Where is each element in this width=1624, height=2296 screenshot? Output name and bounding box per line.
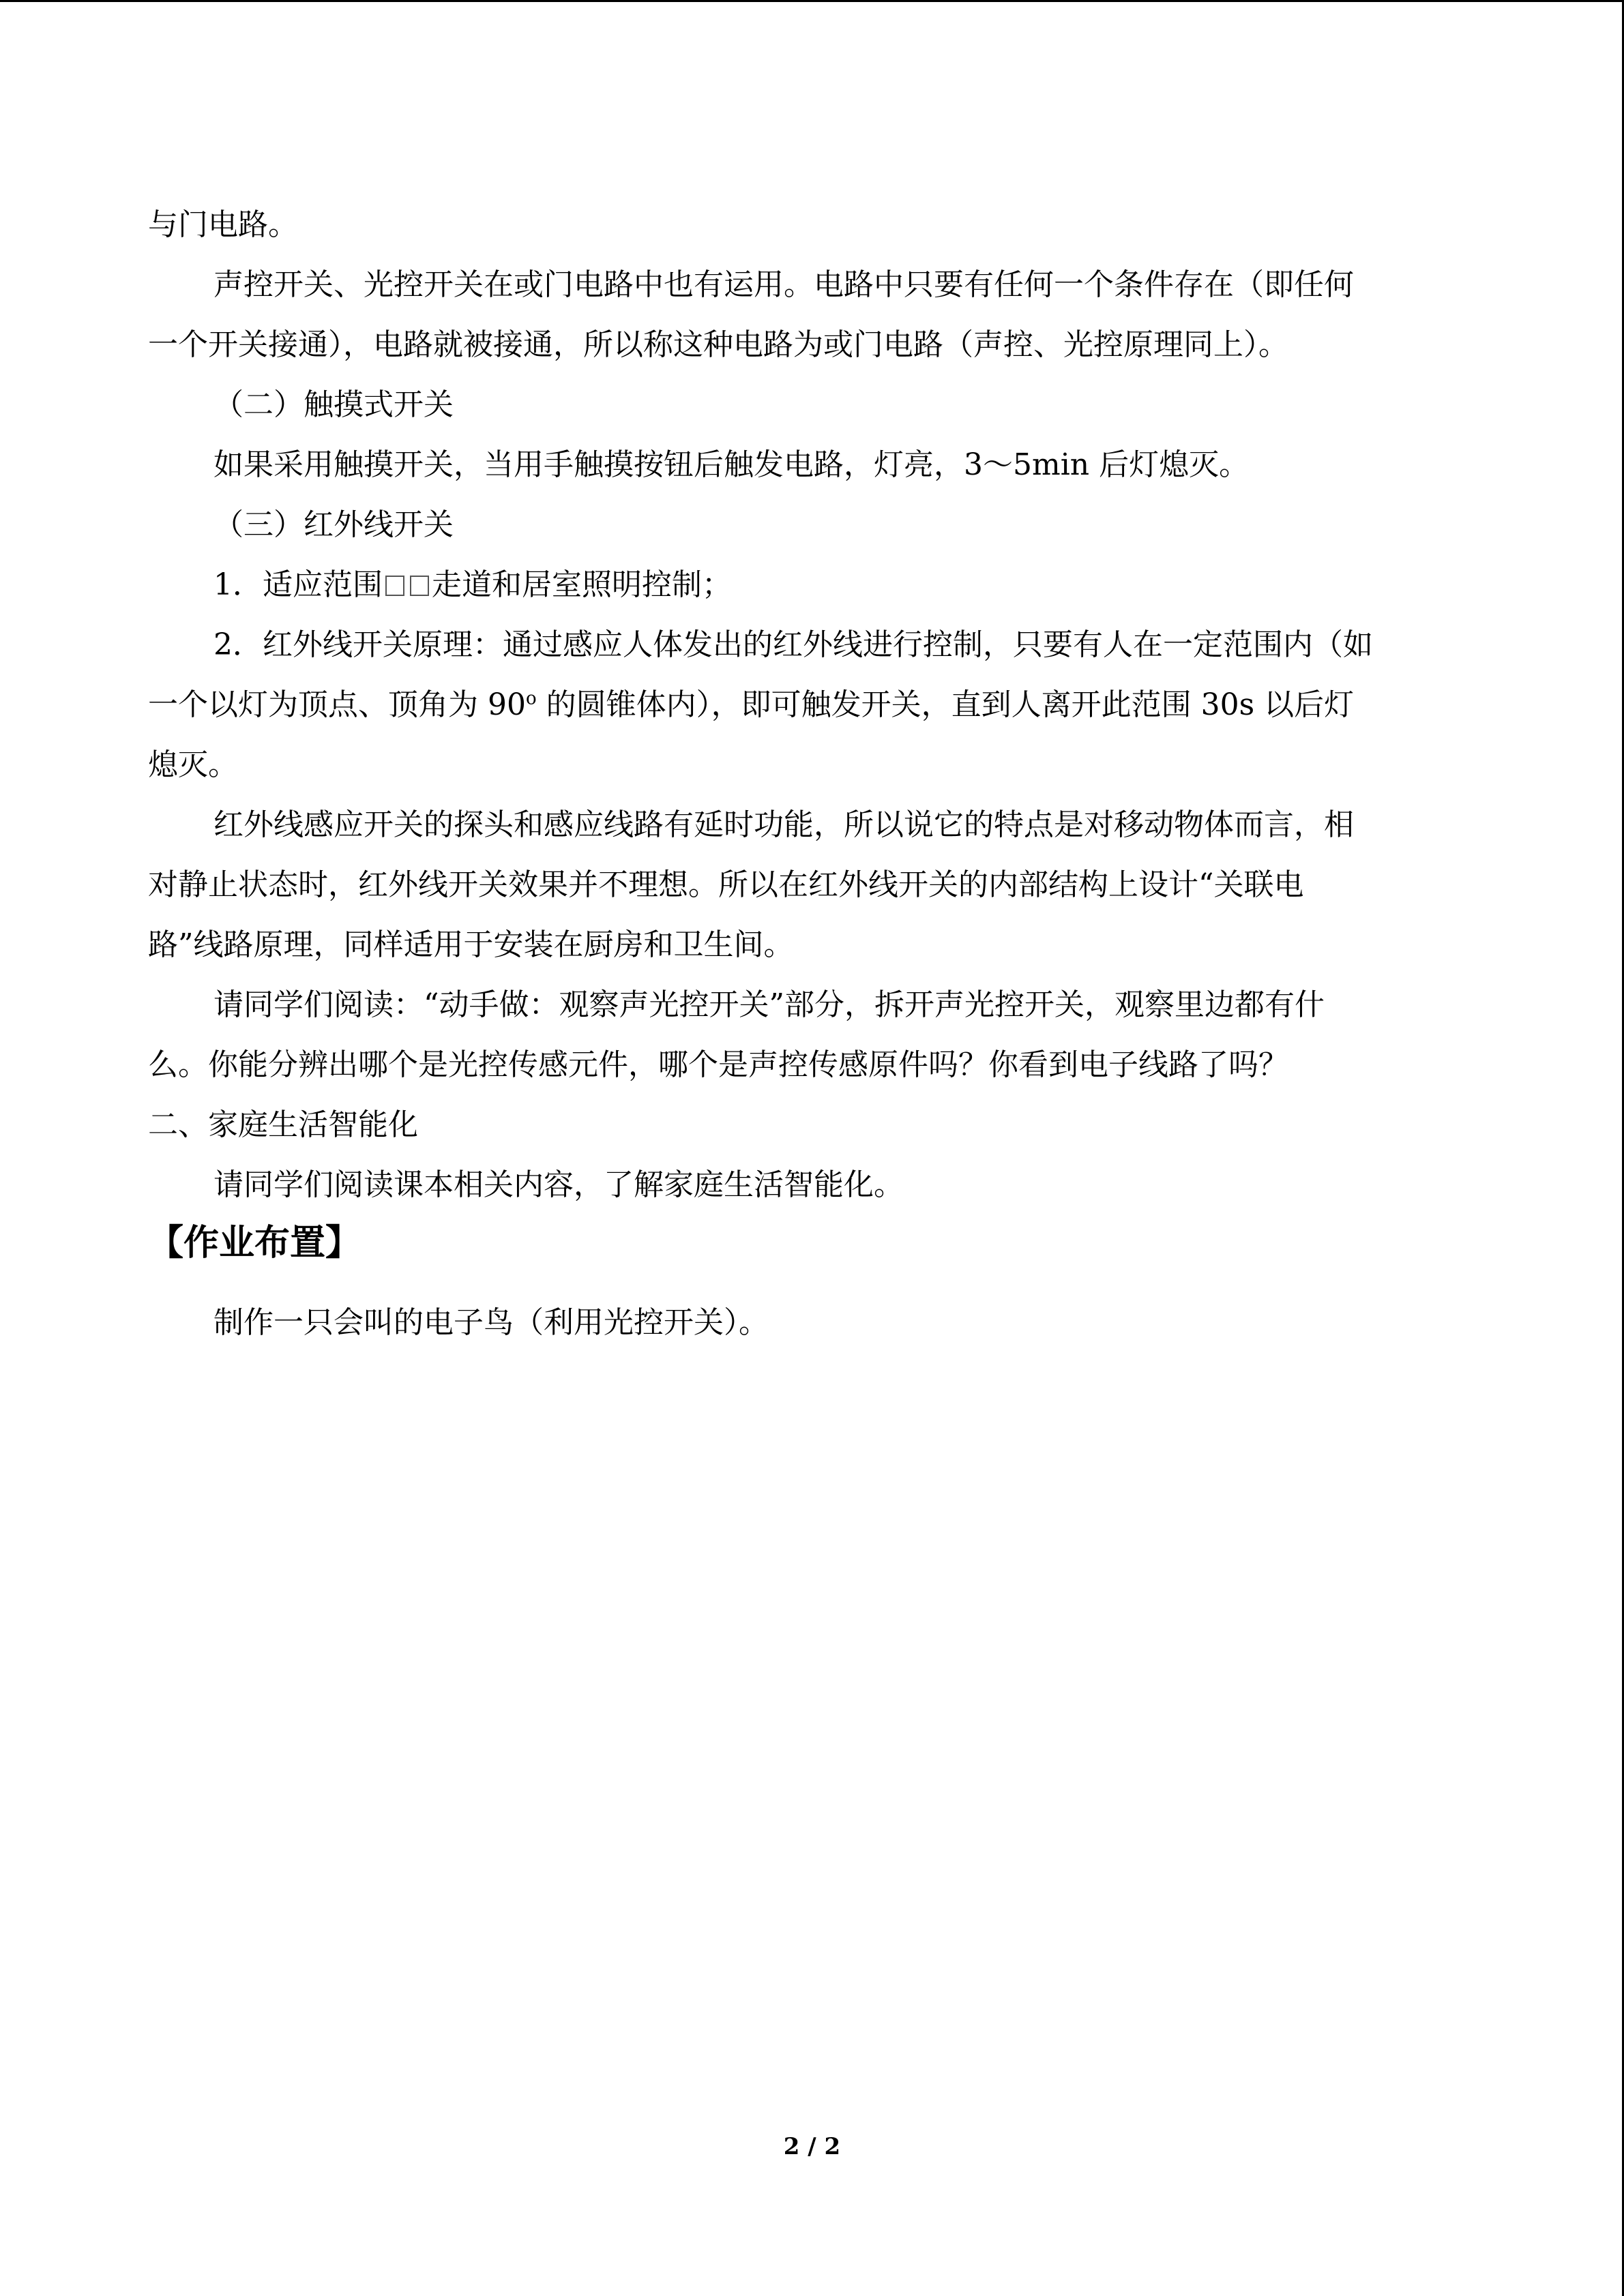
list-item-principle: 2．红外线开关原理：通过感应人体发出的红外线进行控制，只要有人在一定范围内（如	[213, 627, 1373, 662]
missing-glyph-icon	[410, 576, 429, 596]
degree-superscript: o	[525, 688, 537, 709]
list-item-scope	[148, 565, 732, 606]
paragraph-line: 请同学们阅读课本相关内容，了解家庭生活智能化。	[213, 1167, 904, 1202]
homework-text: 制作一只会叫的电子鸟（利用光控开关）。	[213, 1305, 769, 1340]
page-number: 2 / 2	[783, 2133, 841, 2160]
cone-text-end: 的圆锥体内），即可触发开关，直到人离开此范围 30s 以后灯	[536, 687, 1355, 722]
list-item-scope-end: 走道和居室照明控制；	[432, 567, 732, 602]
paragraph-line: 请同学们阅读：“动手做：观察声光控开关”部分，拆开声光控开关，观察里边都有什	[213, 987, 1325, 1022]
subheading-infrared-switch: （三）红外线开关	[213, 507, 454, 542]
paragraph-line: 一个开关接通），电路就被接通，所以称这种电路为或门电路（声控、光控原理同上）。	[148, 327, 1288, 362]
subheading-touch-switch: （二）触摸式开关	[213, 387, 454, 422]
list-item-scope-start: 1．适应范围	[213, 567, 383, 602]
paragraph-line: 声控开关、光控开关在或门电路中也有运用。电路中只要有任何一个条件存在（即任何	[213, 267, 1354, 302]
paragraph-line: 如果采用触摸开关，当用手触摸按钮后触发电路，灯亮，3～5min 后灯熄灭。	[213, 447, 1250, 482]
missing-glyph-icon	[385, 576, 404, 596]
paragraph-line: 熄灭。	[148, 747, 238, 782]
paragraph-line: 么。你能分辨出哪个是光控传感元件，哪个是声控传感原件吗？你看到电子线路了吗？	[148, 1047, 1288, 1082]
cone-text-start: 一个以灯为顶点、顶角为 90	[148, 687, 526, 722]
section-heading-smart-home: 二、家庭生活智能化	[148, 1107, 418, 1142]
paragraph-line	[148, 685, 1354, 726]
homework-heading: 【作业布置】	[148, 1223, 361, 1264]
paragraph-line: 与门电路。	[148, 207, 298, 242]
paragraph-line: 红外线感应开关的探头和感应线路有延时功能，所以说它的特点是对移动物体而言，相	[213, 807, 1354, 842]
paragraph-line: 对静止状态时，红外线开关效果并不理想。所以在红外线开关的内部结构上设计“关联电	[148, 867, 1304, 902]
paragraph-line: 路”线路原理，同样适用于安装在厨房和卫生间。	[148, 927, 794, 962]
top-border	[0, 0, 1624, 2]
